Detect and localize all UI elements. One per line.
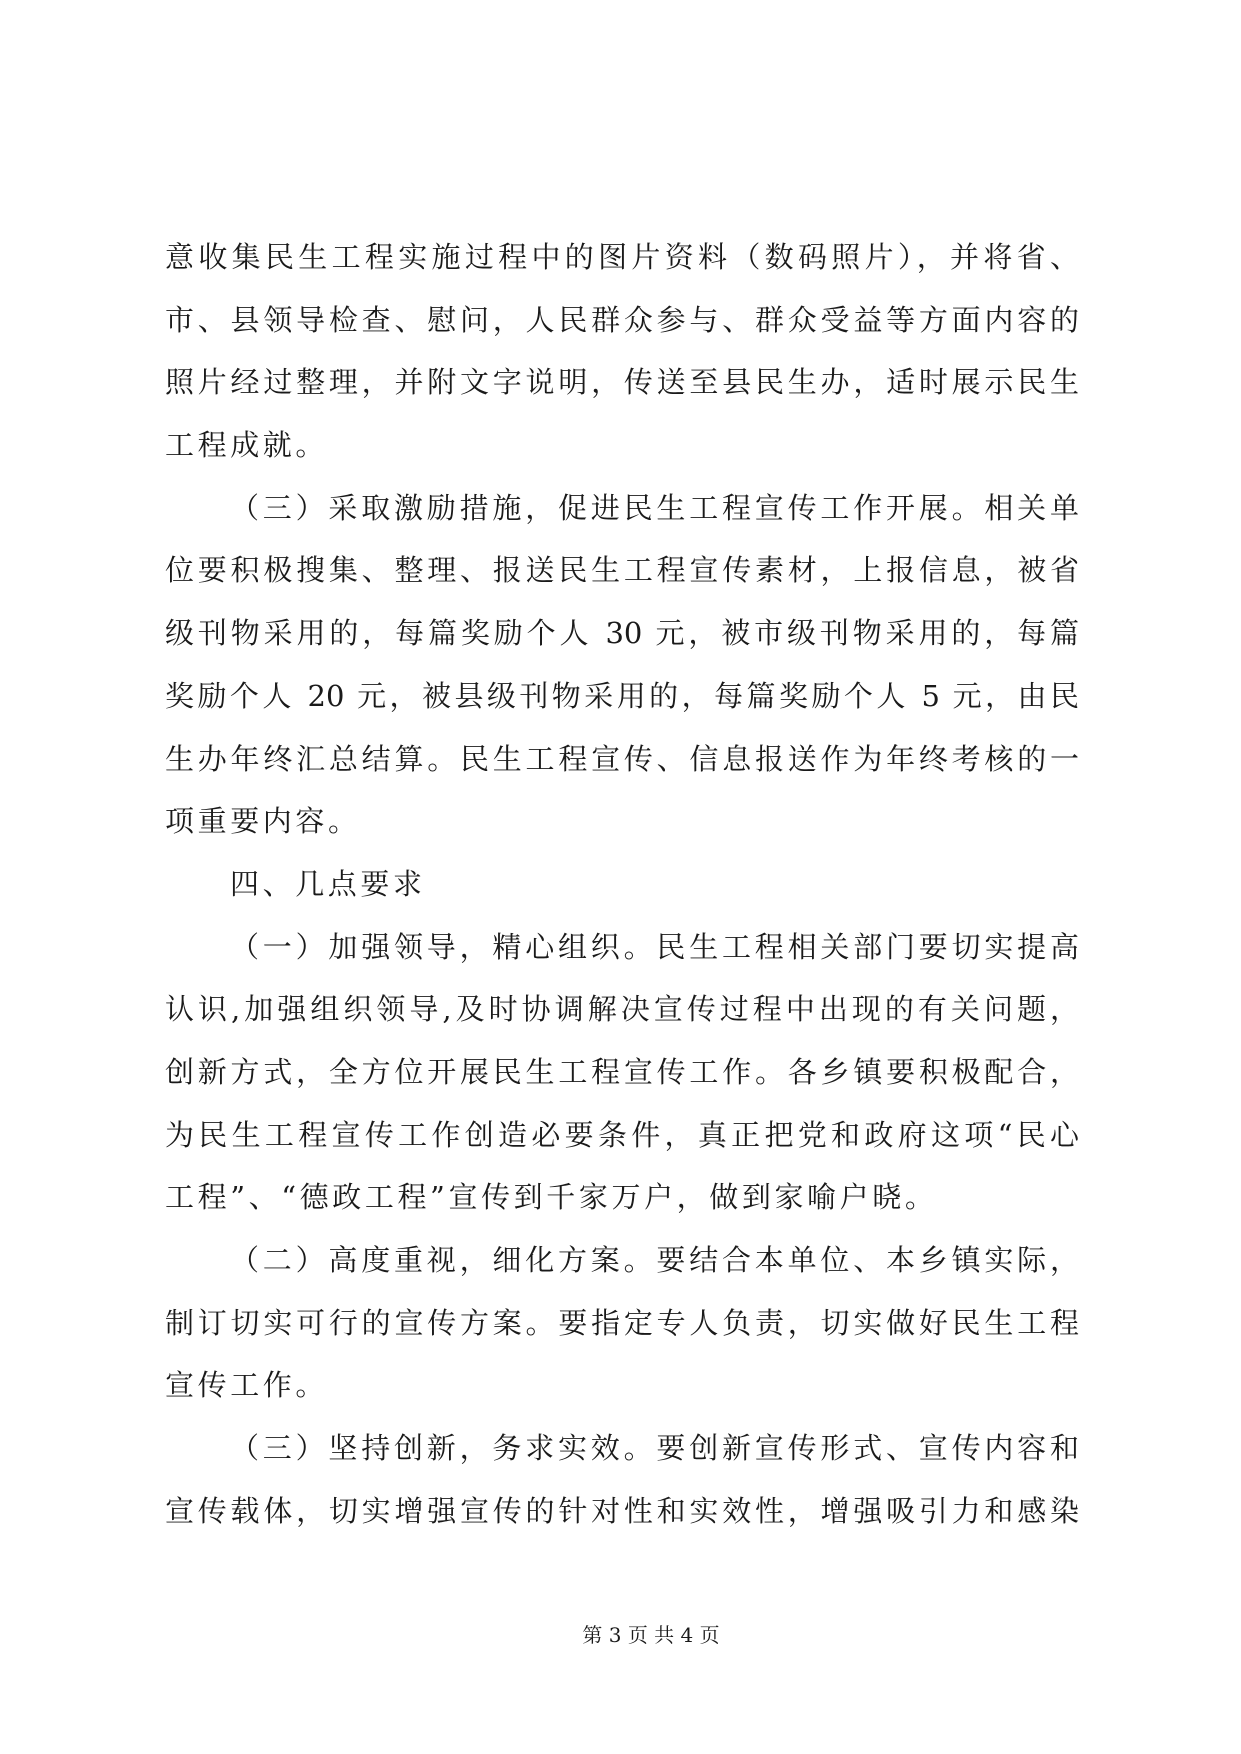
text-line: 意收集民生工程实施过程中的图片资料（数码照片），并将省、 [165, 240, 1079, 274]
page-number-footer: 第 3 页 共 4 页 [582, 1623, 720, 1647]
paragraph-requirement-2 [165, 1229, 1079, 1417]
text-line: 宣传载体，切实增强宣传的针对性和实效性，增强吸引力和感染 [165, 1493, 1079, 1528]
text-line: 工程成就。 [165, 428, 329, 463]
document-body [165, 226, 1079, 1542]
text-line: 为民生工程宣传工作创造必要条件，真正把党和政府这项“民心 [165, 1117, 1079, 1152]
text-line: 项重要内容。 [165, 804, 361, 839]
text-line: （三）坚持创新，务求实效。要创新宣传形式、宣传内容和 [230, 1431, 1079, 1466]
section-heading-text: 四、几点要求 [230, 866, 426, 901]
section-heading [165, 853, 1079, 916]
paragraph-requirement-1 [165, 916, 1079, 1229]
text-line: （二）高度重视，细化方案。要结合本单位、本乡镇实际， [230, 1243, 1079, 1277]
text-line: （一）加强领导，精心组织。民生工程相关部门要切实提高 [230, 929, 1079, 964]
text-line: 级刊物采用的，每篇奖励个人 30 元，被市级刊物采用的，每篇 [165, 616, 1079, 651]
paragraph-incentive-measures [165, 477, 1079, 853]
text-line: （三）采取激励措施，促进民生工程宣传工作开展。相关单 [230, 490, 1079, 525]
text-line: 宣传工作。 [165, 1368, 329, 1403]
paragraph-continued [165, 226, 1079, 477]
text-line: 照片经过整理，并附文字说明，传送至县民生办，适时展示民生 [165, 365, 1079, 400]
paragraph-requirement-3 [165, 1417, 1079, 1542]
text-line: 认识,加强组织领导,及时协调解决宣传过程中出现的有关问题， [165, 992, 1079, 1027]
text-line: 位要积极搜集、整理、报送民生工程宣传素材，上报信息，被省 [165, 553, 1079, 588]
text-line: 制订切实可行的宣传方案。要指定专人负责，切实做好民生工程 [165, 1305, 1079, 1340]
text-line: 生办年终汇总结算。民生工程宣传、信息报送作为年终考核的一 [165, 741, 1079, 776]
text-line: 市、县领导检查、慰问，人民群众参与、群众受益等方面内容的 [165, 302, 1079, 337]
text-line: 奖励个人 20 元，被县级刊物采用的，每篇奖励个人 5 元，由民 [165, 678, 1079, 713]
text-line: 工程”、“德政工程”宣传到千家万户，做到家喻户晓。 [165, 1180, 938, 1215]
text-line: 创新方式，全方位开展民生工程宣传工作。各乡镇要积极配合， [165, 1054, 1079, 1089]
